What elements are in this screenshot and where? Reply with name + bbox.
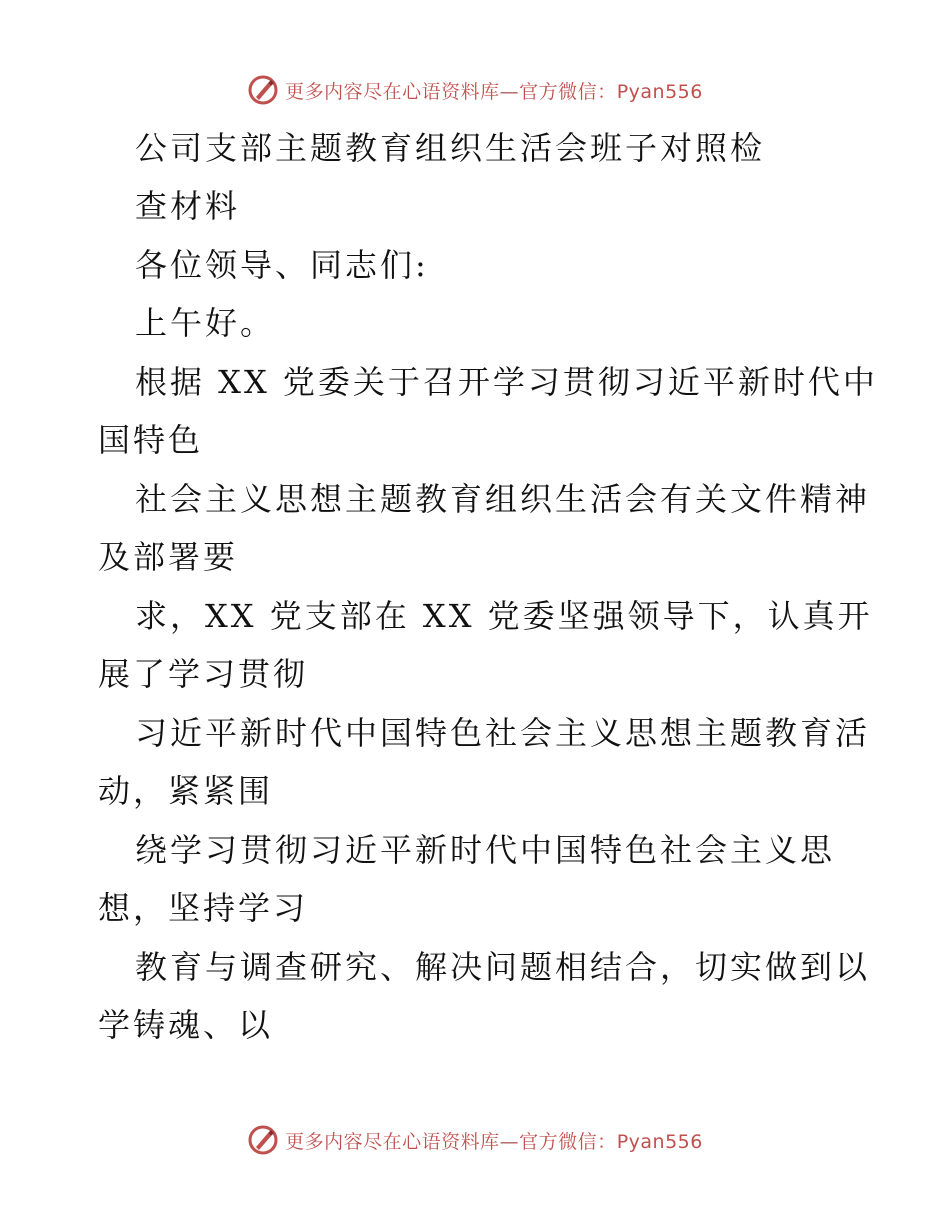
watermark-text: 更多内容尽在心语资料库—官方微信：Pyan556 <box>285 1130 703 1153</box>
doc-paragraph-line: 国特色 <box>98 421 204 459</box>
doc-paragraph-line: 想，坚持学习 <box>98 889 309 927</box>
doc-paragraph-line: 及部署要 <box>98 538 239 576</box>
doc-paragraph-line: 习近平新时代中国特色社会主义思想主题教育活 <box>135 714 871 752</box>
pen-circle-logo-icon <box>247 1124 279 1156</box>
watermark-group <box>247 74 703 106</box>
doc-title-line-1: 公司支部主题教育组织生活会班子对照检 <box>135 129 766 167</box>
doc-paragraph-line: 动，紧紧围 <box>98 772 274 810</box>
doc-salutation: 各位领导、同志们: <box>135 246 429 284</box>
doc-paragraph-line: 求，XX 党支部在 XX 党委坚强领导下，认真开 <box>135 597 873 635</box>
doc-paragraph-line: 社会主义思想主题教育组织生活会有关文件精神 <box>135 480 871 518</box>
header-watermark <box>0 70 950 110</box>
doc-paragraph-line: 学铸魂、以 <box>98 1006 274 1044</box>
doc-paragraph-line: 根据 XX 党委关于召开学习贯彻习近平新时代中 <box>135 363 878 401</box>
doc-paragraph-line: 教育与调查研究、解决问题相结合，切实做到以 <box>135 948 871 986</box>
watermark-text: 更多内容尽在心语资料库—官方微信：Pyan556 <box>285 80 703 103</box>
doc-title-line-2: 查材料 <box>135 187 241 225</box>
doc-paragraph-line: 绕学习贯彻习近平新时代中国特色社会主义思 <box>135 831 836 869</box>
doc-paragraph-line: 展了学习贯彻 <box>98 655 309 693</box>
watermark-group <box>247 1124 703 1156</box>
footer-watermark <box>0 1120 950 1160</box>
pen-circle-logo-icon <box>247 74 279 106</box>
doc-greeting: 上午好。 <box>135 304 276 342</box>
